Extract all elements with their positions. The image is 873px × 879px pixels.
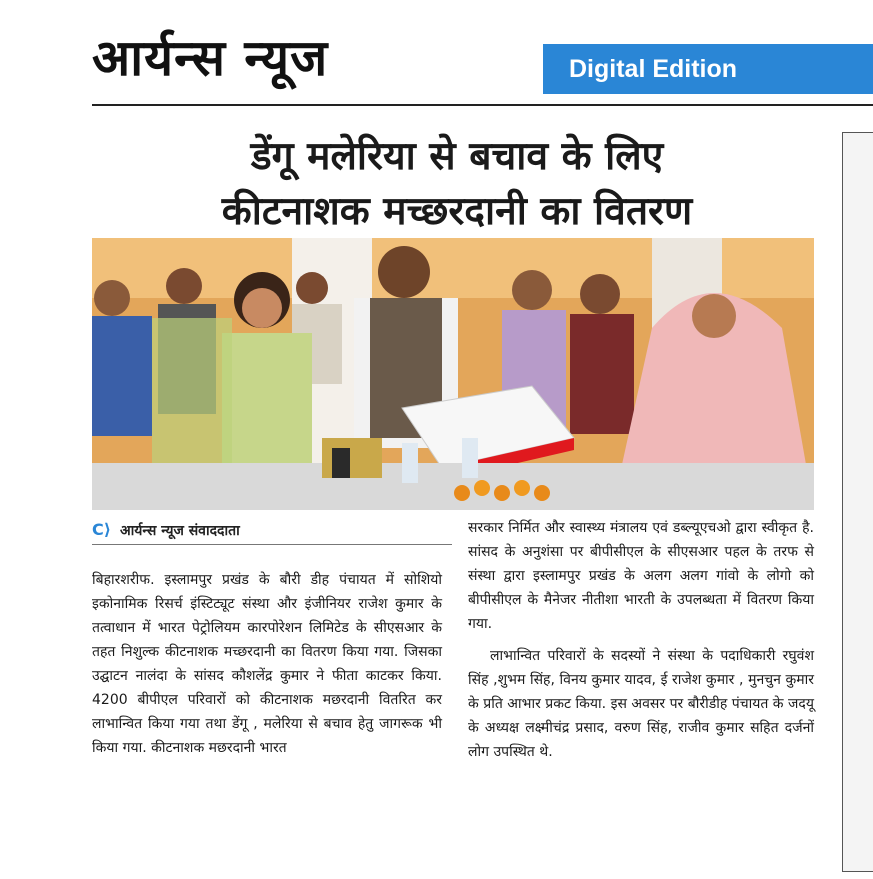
byline-divider (92, 544, 452, 545)
masthead-divider (92, 104, 873, 106)
masthead-title: आर्यन्स न्यूज (92, 29, 329, 87)
byline-text: आर्यन्स न्यूज संवाददाता (119, 523, 240, 539)
digital-edition-banner: Digital Edition (543, 44, 873, 94)
adjacent-column-strip (842, 132, 873, 872)
article-column-right (468, 516, 814, 764)
right-paragraph-2: लाभान्वित परिवारों के सदस्यों ने संस्था के पदाधिकारी रघुवंश सिंह ,शुभम सिंह, विनय कुमार यादव, ई राजेश कुमार , मुनचुन कुमार के प्रति आभार प्रकट किया. इस अवसर पर बौरीडीह पंचायत के जदयू के अध्यक्ष लक्ष्मीचंद्र प्रसाद, वरुण सिंह, राजीव कुमार सहित दर्जनों लोग उपस्थित थे. (468, 648, 814, 760)
right-paragraph-1: सरकार निर्मित और स्वास्थ्य मंत्रालय एवं डब्ल्यूएचओ द्वारा स्वीकृत है. सांसद के अनुशंसा पर बीपीसीएल के सीएसआर पहल के तरफ से संस्था द्वारा इस्लामपुर प्रखंड के अलग अलग गांवो के लोगो को बीपीसीएल के मैनेजर नीतीशा भारती के उपलब्धता में वितरण किया गया. (468, 520, 814, 632)
byline-marker-icon: C⟩ (92, 520, 112, 539)
left-column-text: बिहारशरीफ. इस्लामपुर प्रखंड के बौरी डीह पंचायत में सोशियो इकोनामिक रिसर्च इंस्टिट्यूट संस्था और इंजीनियर राजेश कुमार के तत्वाधान में भारत पेट्रोलियम कारपोरेशन लिमिटेड के सीएसआर के तहत निशुल्क कीटनाशक मच्छरदानी का वितरण किया गया. जिसका उद्घाटन नालंदा के सांसद कौशलेंद्र कुमार ने फीता काटकर किया. 4200 बीपीएल परिवारों को कीटनाशक मछरदानी वितरित कर लाभान्वित किया गया तथा डेंगू , मलेरिया से बचाव हेतु जागरूक भी किया गया. कीटनाशक मछरदानी भारत (92, 572, 442, 756)
news-photo (92, 238, 814, 510)
headline-line-1: डेंगू मलेरिया से बचाव के लिए (250, 134, 664, 179)
article-column-left (92, 568, 442, 760)
headline-line-2: कीटनाशक मच्छरदानी का वितरण (221, 189, 693, 234)
byline (92, 520, 240, 540)
